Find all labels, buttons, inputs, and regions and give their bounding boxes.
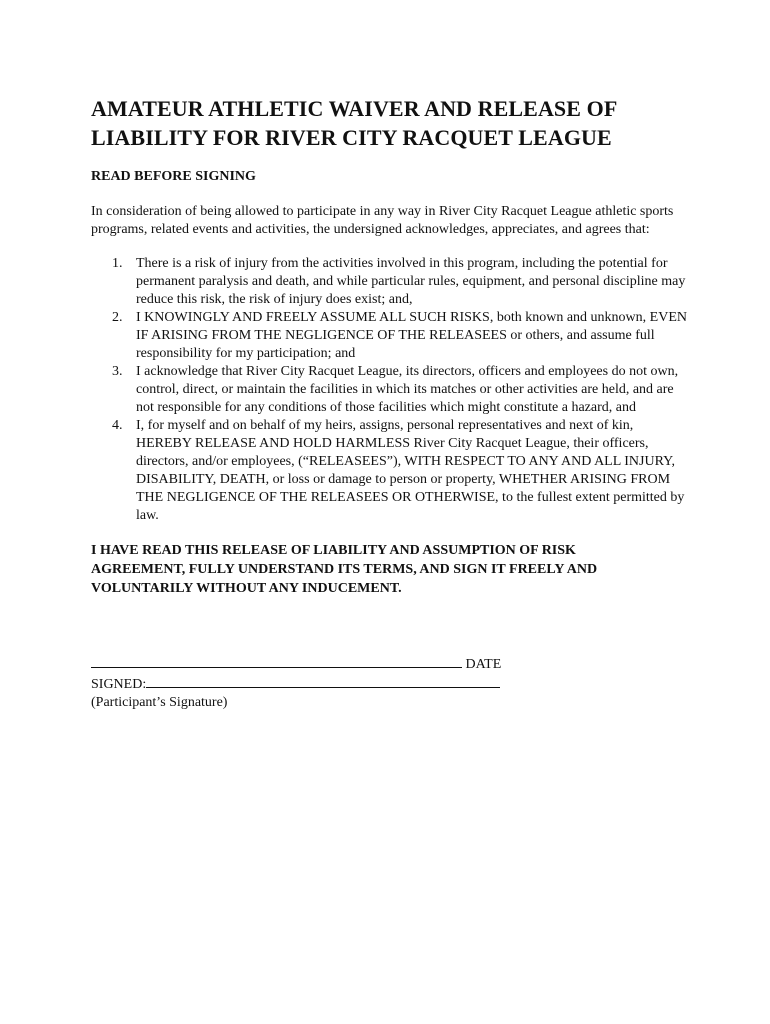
waiver-document	[91, 94, 691, 712]
clause-number: 2.	[112, 310, 123, 325]
acknowledgement-statement: I HAVE READ THIS RELEASE OF LIABILITY AND ASSUMPTION OF RISK AGREEMENT, FULLY UNDERSTAND ITS TERMS, AND SIGN IT FREELY AND VOLUNTARILY WITHOUT ANY INDUCEMENT.	[91, 543, 598, 596]
clause-item	[91, 363, 691, 417]
participant-signature-caption: (Participant’s Signature)	[91, 695, 228, 710]
clause-text: I acknowledge that River City Racquet League, its directors, officers and employees do not own, control, direct, or maintain the facilities in which its matches or other activities are held, and are not responsible for any conditions of those facilities which might constitute a hazard, and	[136, 364, 679, 415]
clause-text: There is a risk of injury from the activities involved in this program, including the potential for permanent paralysis and death, and while particular rules, equipment, and personal discipline may reduce this risk, the risk of injury does exist; and,	[136, 256, 686, 307]
document-title: AMATEUR ATHLETIC WAIVER AND RELEASE OF LIABILITY FOR RIVER CITY RACQUET LEAGUE	[91, 96, 617, 150]
clause-number: 3.	[112, 364, 123, 379]
intro-paragraph: In consideration of being allowed to participate in any way in River City Racquet League athletic sports programs, related events and activities, the undersigned acknowledges, appreciates, and agrees that:	[91, 204, 674, 237]
signed-label: SIGNED:	[91, 677, 147, 692]
signed-line	[91, 674, 691, 694]
clause-item	[91, 309, 691, 363]
read-before-signing-heading: READ BEFORE SIGNING	[91, 169, 256, 184]
date-label: DATE	[465, 657, 502, 672]
signature-blank[interactable]	[146, 674, 500, 688]
clause-list	[91, 255, 691, 525]
date-blank[interactable]	[91, 654, 462, 668]
clause-number: 4.	[112, 418, 123, 433]
clause-item	[91, 255, 691, 309]
date-line	[91, 654, 691, 674]
clause-item	[91, 417, 691, 525]
signature-block	[91, 654, 691, 712]
clause-number: 1.	[112, 256, 123, 271]
clause-text: I, for myself and on behalf of my heirs, assigns, personal representatives and next of kin, HEREBY RELEASE AND HOLD HARMLESS River City Racquet League, their officers, directors, and/or employees, (“RELEASEES”), WITH RESPECT TO ANY AND ALL INJURY, DISABILITY, DEATH, or loss or damage to person or property, WHETHER ARISING FROM THE NEGLIGENCE OF THE RELEASEES OR OTHERWISE, to the fullest extent permitted by law.	[136, 418, 685, 523]
clause-text: I KNOWINGLY AND FREELY ASSUME ALL SUCH RISKS, both known and unknown, EVEN IF ARISING FROM THE NEGLIGENCE OF THE RELEASEES or others, and assume full responsibility for my participation; and	[136, 310, 687, 361]
